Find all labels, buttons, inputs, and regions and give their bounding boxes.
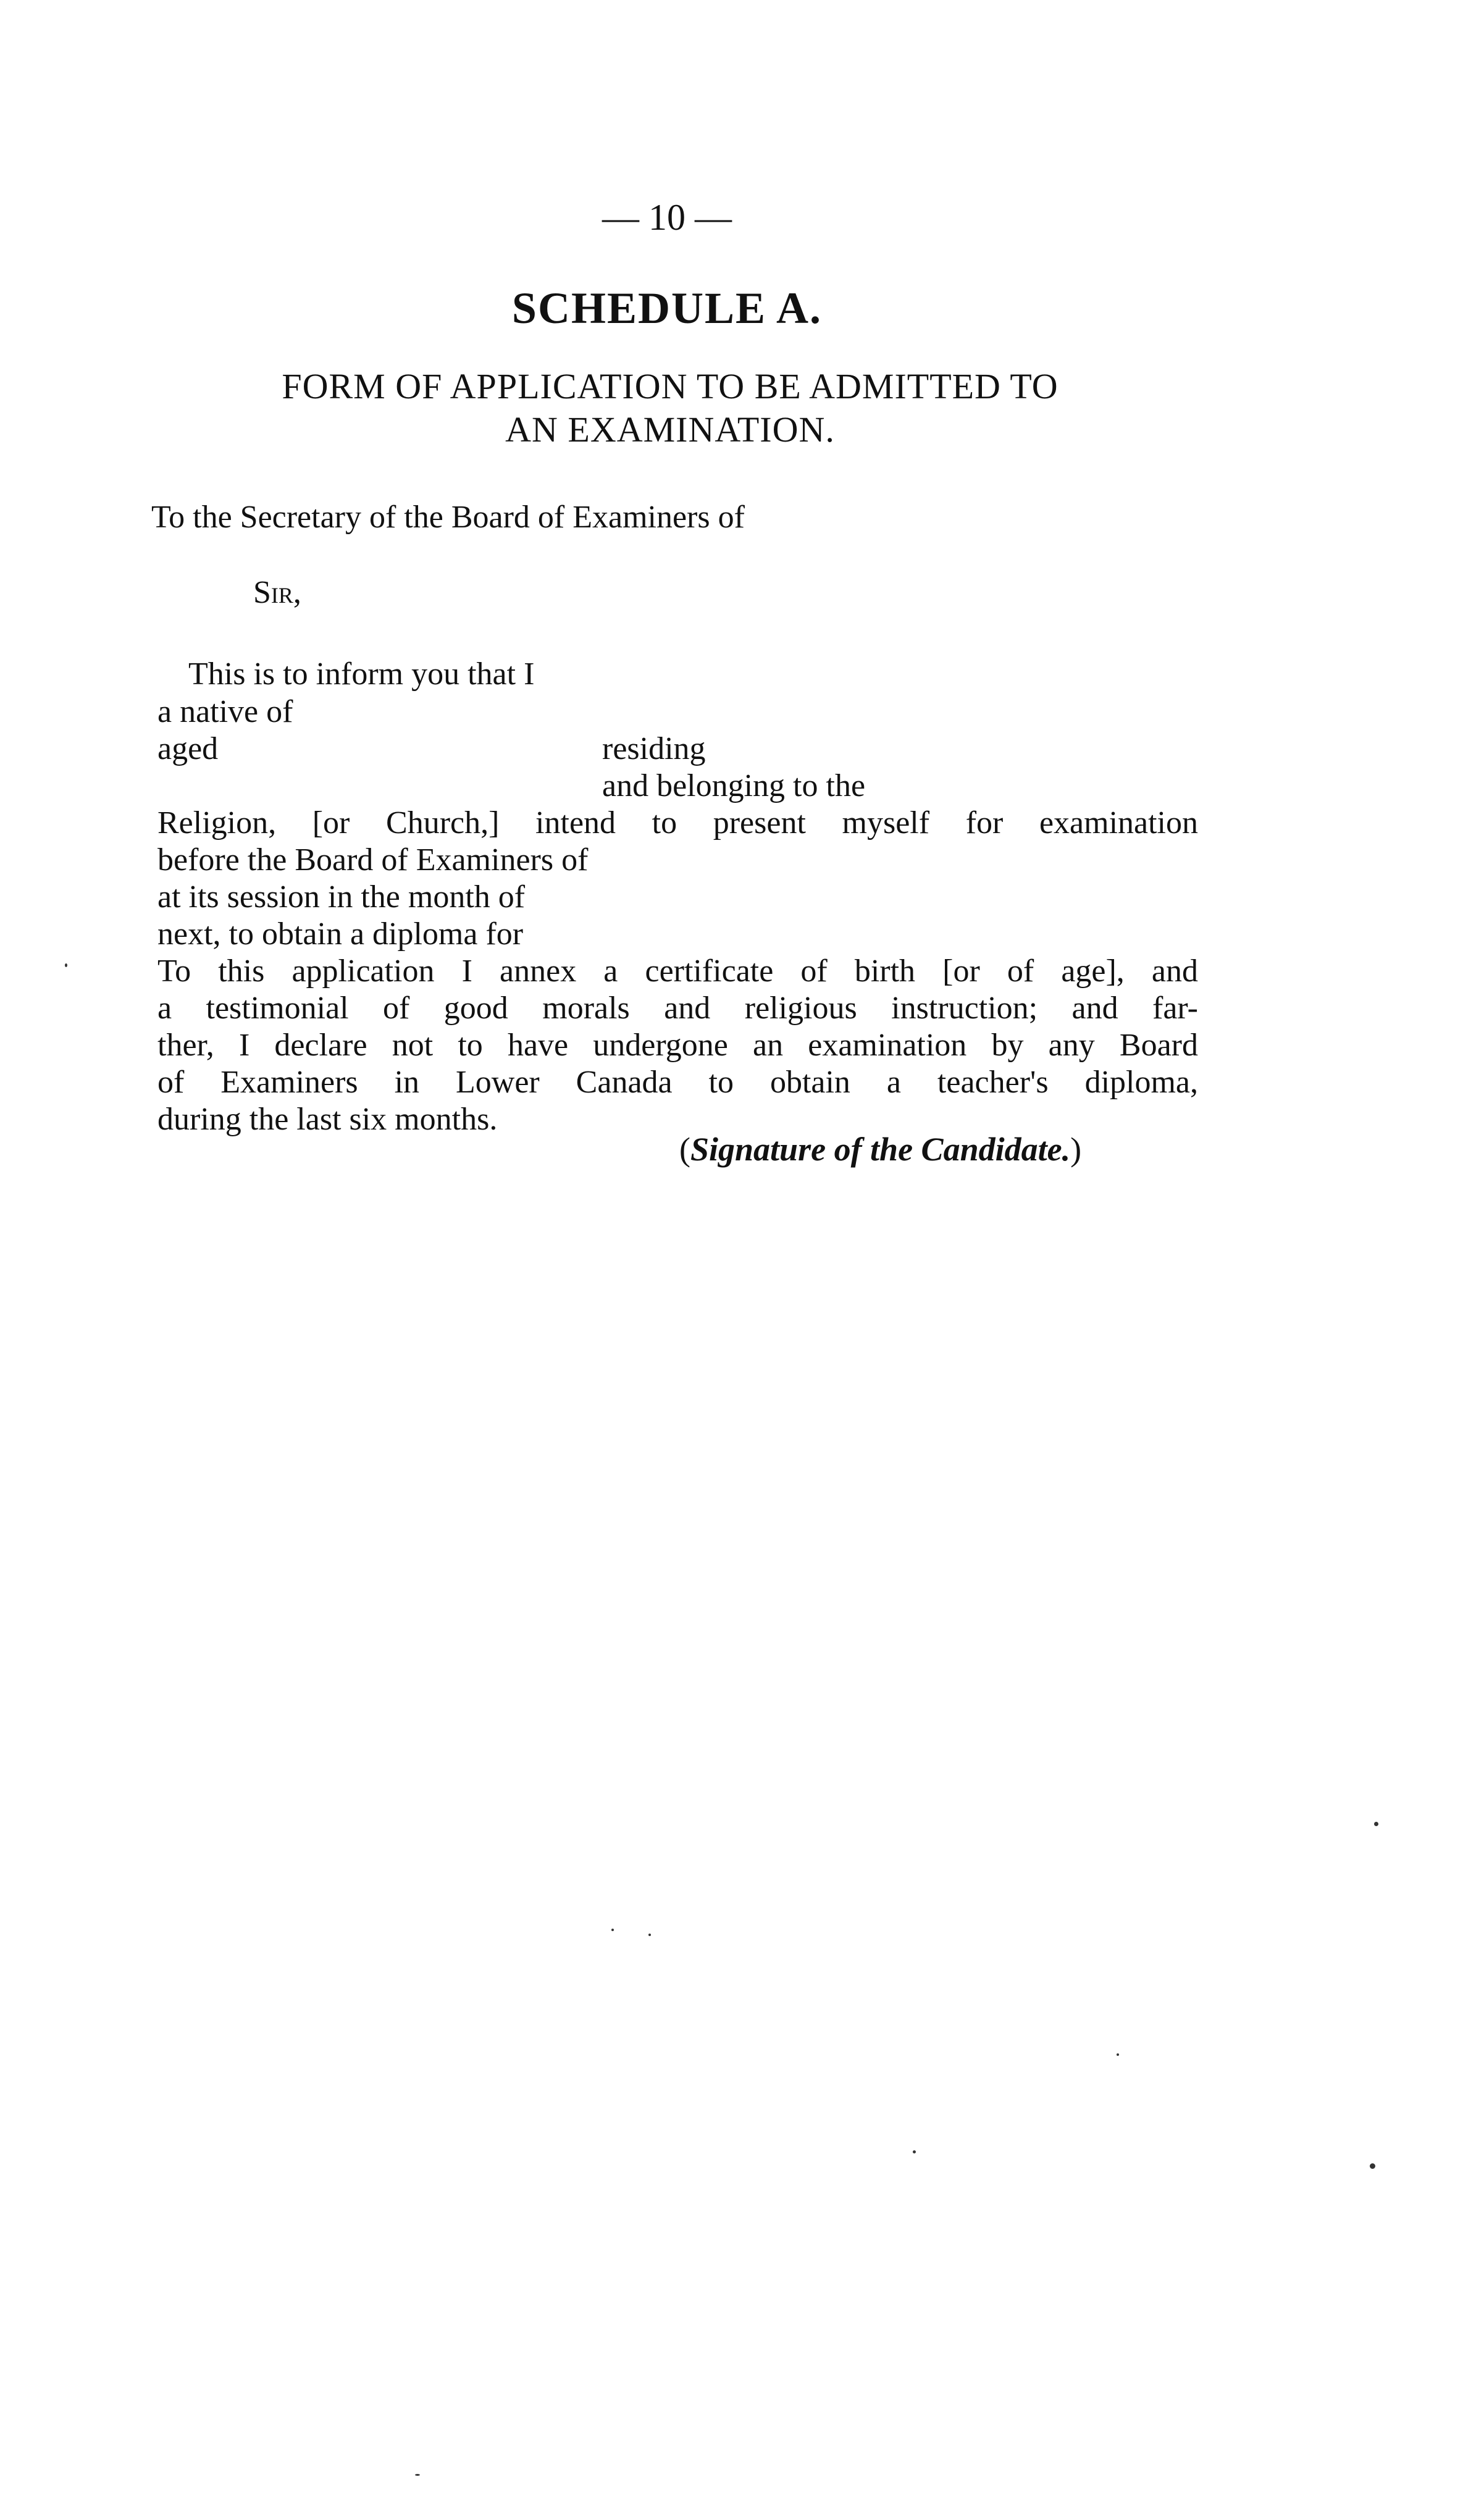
body-line: a native of <box>157 694 293 729</box>
scan-speck <box>1374 1822 1378 1826</box>
address-line: To the Secretary of the Board of Examiners of <box>151 500 745 535</box>
scan-speck <box>611 1929 614 1931</box>
body-line: To this application I annex a certificate of birth [or of age], and <box>157 954 1198 989</box>
signature-close-paren: ) <box>1070 1131 1082 1168</box>
signature-open-paren: ( <box>679 1131 690 1168</box>
scan-speck <box>65 963 67 967</box>
signature-line <box>679 1130 1081 1168</box>
scan-speck <box>415 2474 420 2476</box>
body-line: next, to obtain a diploma for <box>157 916 524 952</box>
signature-text: Signature of the Candidate. <box>690 1131 1071 1168</box>
body-line: at its session in the month of <box>157 879 526 915</box>
schedule-title: SCHEDULE A. <box>511 283 823 333</box>
body-line: aged <box>157 731 219 766</box>
scan-speck <box>1370 2163 1375 2169</box>
form-title-line-2: AN EXAMINATION. <box>505 409 835 450</box>
body-line: Religion, [or Church,] intend to present myself for examination <box>157 805 1198 840</box>
page-number: — 10 — <box>602 197 732 238</box>
body-line: a testimonial of good morals and religious instruction; and far- <box>157 991 1198 1026</box>
body-line: and belonging to the <box>602 768 866 803</box>
scan-speck <box>913 2150 916 2153</box>
salutation: Sir, <box>253 575 301 610</box>
scan-speck <box>648 1934 651 1936</box>
body-line: This is to inform you that I <box>188 656 535 692</box>
scan-speck <box>1117 2053 1119 2056</box>
body-line: before the Board of Examiners of <box>157 842 589 878</box>
body-line: during the last six months. <box>157 1102 498 1137</box>
body-line: of Examiners in Lower Canada to obtain a teacher's diploma, <box>157 1065 1198 1100</box>
body-line: ther, I declare not to have undergone an examination by any Board <box>157 1028 1198 1063</box>
form-title-line-1: FORM OF APPLICATION TO BE ADMITTED TO <box>282 366 1059 406</box>
body-line: residing <box>602 731 706 766</box>
